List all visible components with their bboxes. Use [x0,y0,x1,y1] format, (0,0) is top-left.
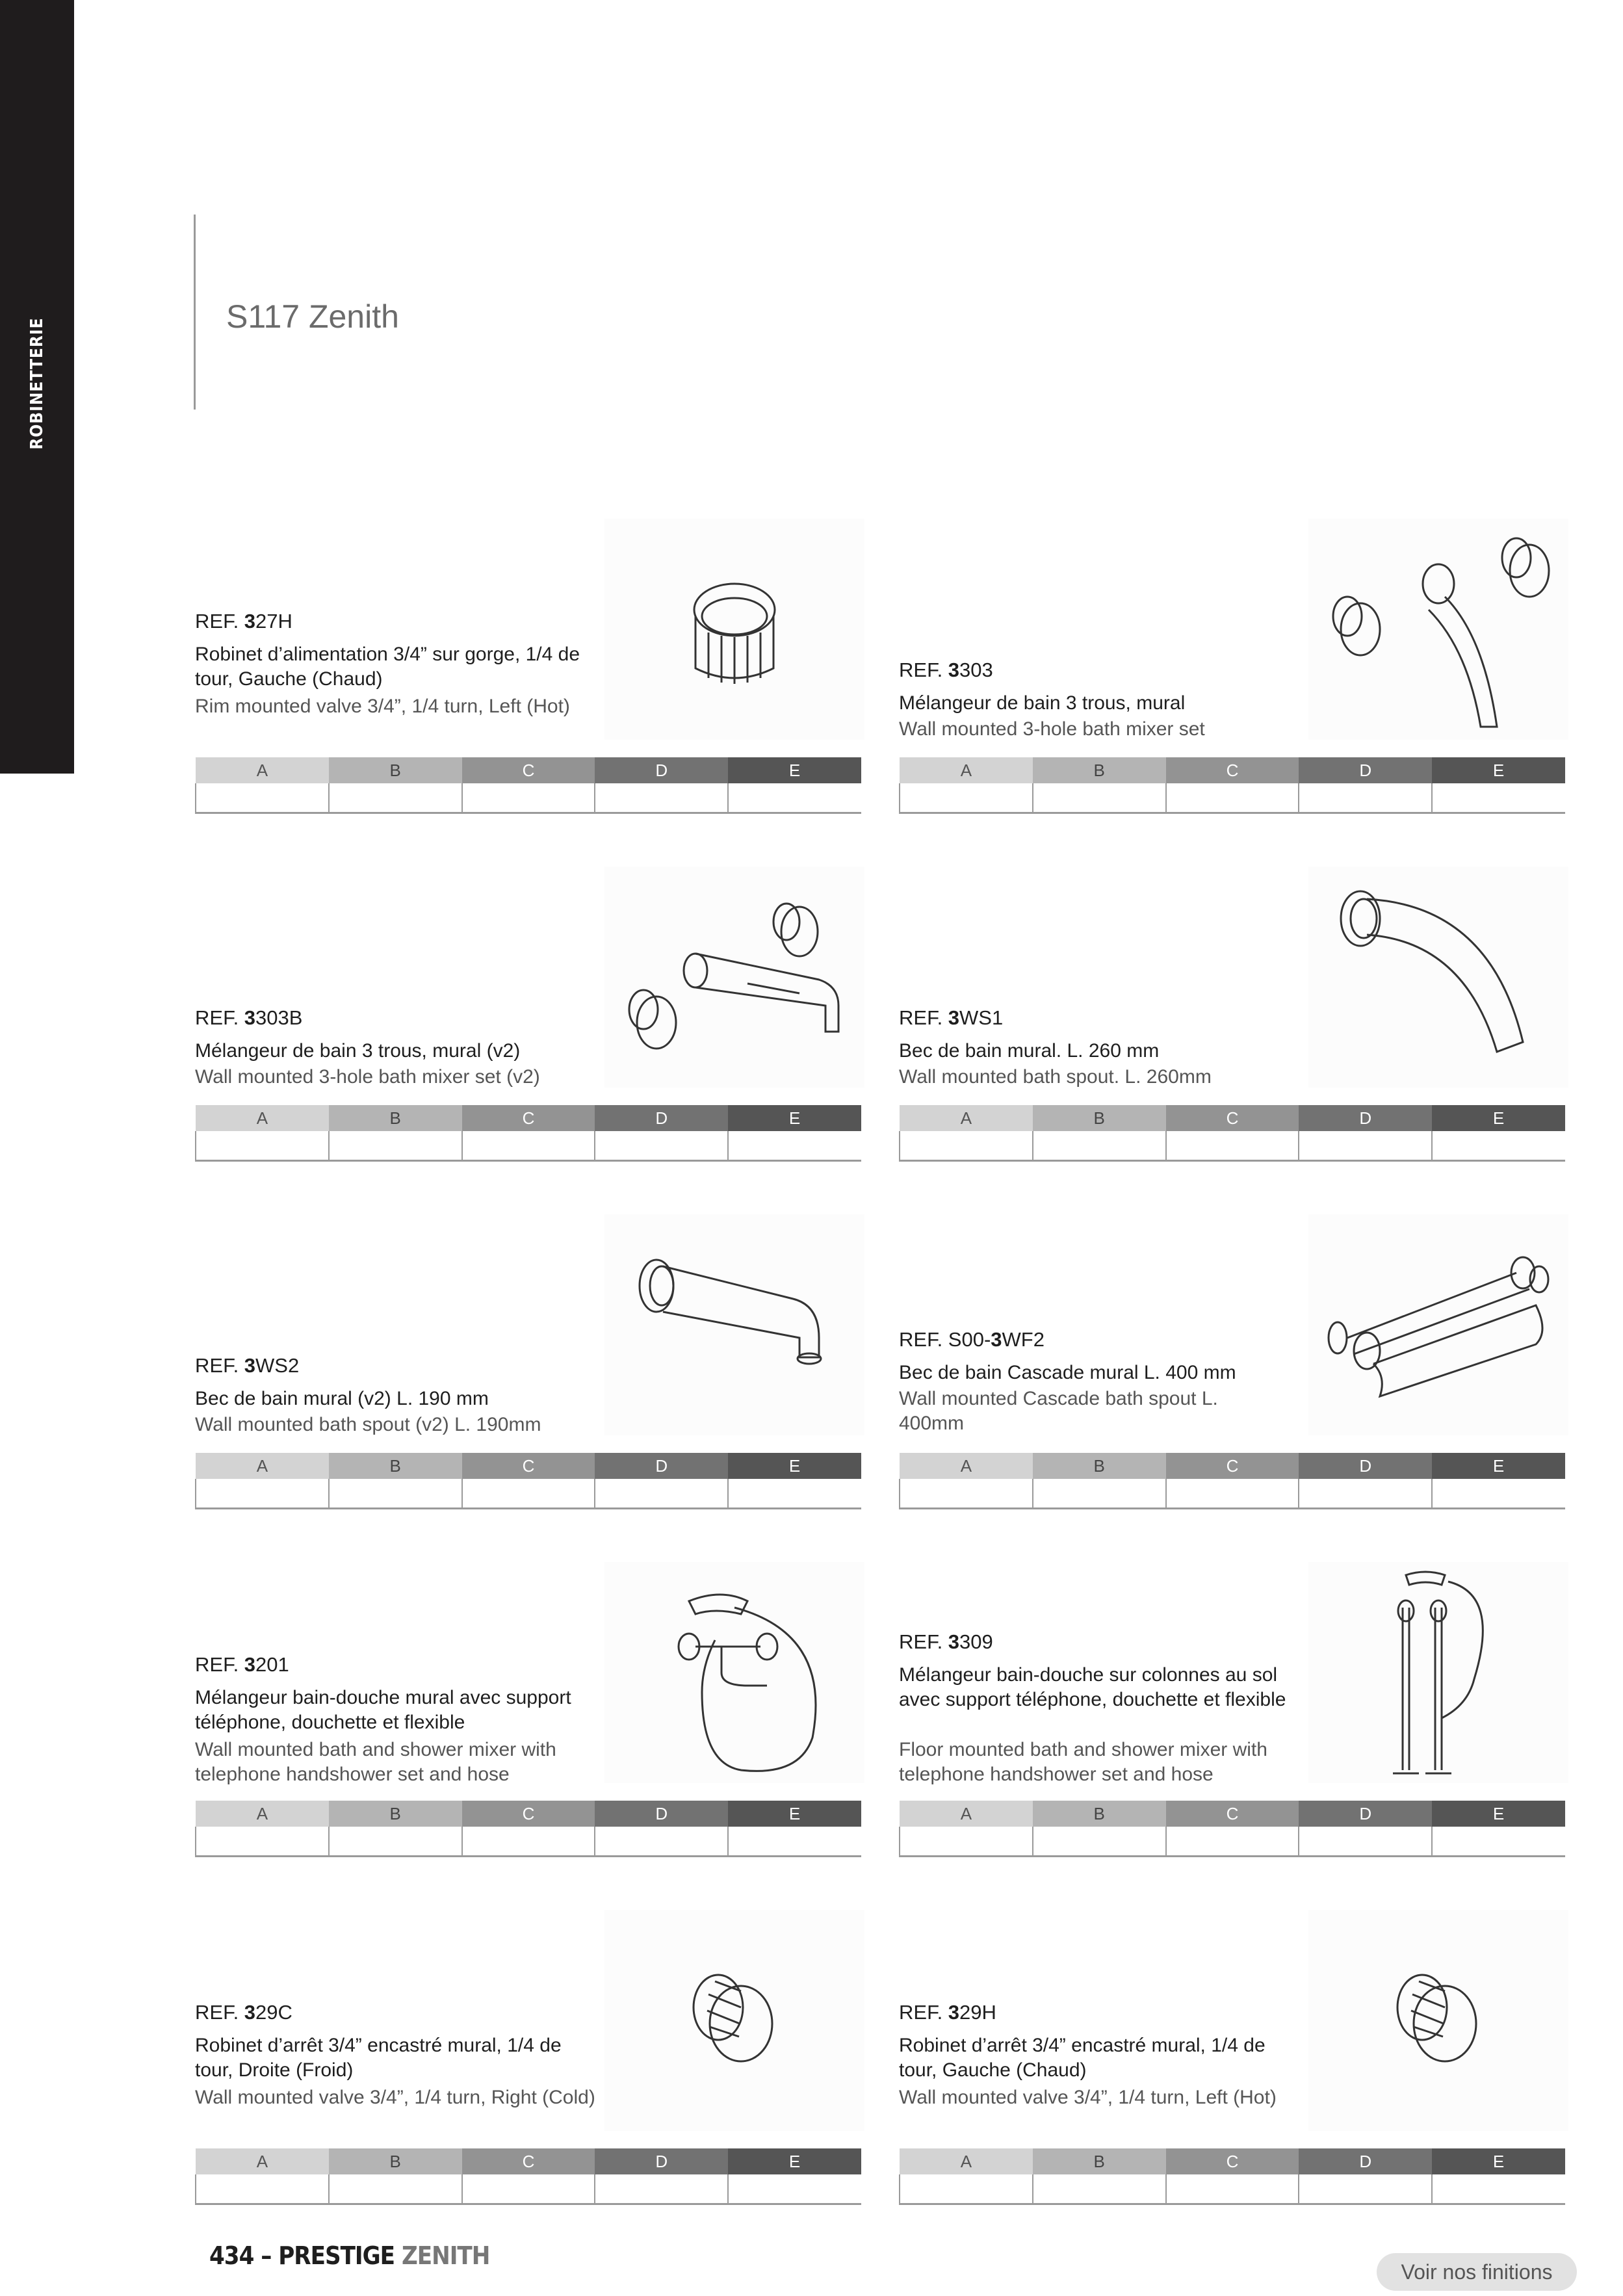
product-name-en: Wall mounted bath and shower mixer with telephone handshower set and hose [195,1739,556,1785]
product-ref: REF. 327H [195,610,292,633]
curved-spout-drawing [1308,867,1568,1088]
product-name-fr: Mélangeur de bain 3 trous, mural (v2) [195,1040,521,1062]
bath-shower-mixer-drawing [604,1562,864,1783]
finish-col-e: E [1432,1453,1565,1479]
series-title: S117 Zenith [226,298,399,335]
finish-col-b: B [329,1453,462,1479]
finish-col-b: B [1033,1801,1166,1827]
product-ref: REF. 3WS2 [195,1354,300,1377]
product-ref: REF. 329H [899,2001,996,2024]
finish-cell [900,1479,1033,1509]
rim-valve-drawing [604,519,864,740]
product-329C [195,1910,864,2209]
finish-table [899,1453,1565,1509]
finish-col-a: A [900,757,1033,783]
finish-cell [728,1479,861,1509]
finish-cell [196,1131,329,1161]
finish-table [195,757,861,814]
finish-col-c: C [1166,1801,1299,1827]
product-name-en: Wall mounted valve 3/4”, 1/4 turn, Left (Hot) [899,2087,1277,2108]
finish-col-a: A [900,2148,1033,2174]
finish-cell [1432,783,1565,813]
product-name-en: Wall mounted bath spout (v2) L. 190mm [195,1414,541,1435]
finish-cell [329,1131,462,1161]
finish-col-c: C [1166,2148,1299,2174]
finish-col-a: A [196,1801,329,1827]
bath-mixer-3-hole-v2-drawing [604,867,864,1088]
finish-col-d: D [595,1453,728,1479]
product-ref: REF. 3303 [899,659,993,681]
finish-cell [1299,1479,1432,1509]
finish-cell [1033,1827,1166,1857]
finish-cell [462,1131,595,1161]
finish-table [195,1801,861,1857]
footer-page: 434 – PRESTIGE [209,2241,395,2270]
finish-cell [595,783,728,813]
finish-table [899,1801,1565,1857]
product-name-fr: Mélangeur de bain 3 trous, mural [899,692,1186,714]
product-327H [195,519,864,818]
finish-col-c: C [462,1801,595,1827]
finish-cell [196,1827,329,1857]
finish-col-d: D [1299,1105,1432,1131]
finish-col-d: D [1299,1453,1432,1479]
finish-col-b: B [1033,1453,1166,1479]
finish-cell [1432,1827,1565,1857]
product-name-en: Floor mounted bath and shower mixer with telephone handshower set and hose [899,1739,1267,1785]
finish-col-e: E [728,1801,861,1827]
finish-cell [1299,1827,1432,1857]
straight-spout-drawing [604,1214,864,1435]
finish-col-a: A [900,1453,1033,1479]
finish-table [899,1105,1565,1162]
finish-cell [1432,1131,1565,1161]
floor-mixer-drawing [1308,1562,1568,1783]
finish-col-d: D [595,1105,728,1131]
finish-cell [1166,783,1299,813]
product-name-en: Rim mounted valve 3/4”, 1/4 turn, Left (Hot) [195,696,570,717]
product-ref: REF. 3WS1 [899,1006,1004,1029]
finish-cell [329,1827,462,1857]
finish-col-a: A [196,2148,329,2174]
finish-cell [1166,1479,1299,1509]
product-name-fr: Robinet d’arrêt 3/4” encastré mural, 1/4 de tour, Droite (Froid) [195,2035,562,2081]
finish-col-e: E [728,2148,861,2174]
finish-cell [462,2174,595,2204]
finish-cell [595,1479,728,1509]
product-ref: REF. 3309 [899,1630,993,1653]
finish-cell [900,1131,1033,1161]
finish-col-b: B [329,2148,462,2174]
finish-col-e: E [1432,1801,1565,1827]
page-footer [209,2241,489,2270]
product-name-en: Wall mounted Cascade bath spout L. 400mm [899,1388,1218,1434]
product-3303 [899,519,1568,818]
finish-cell [329,1479,462,1509]
product-name-fr: Mélangeur bain-douche mural avec support téléphone, douchette et flexible [195,1687,571,1733]
finish-col-c: C [462,1105,595,1131]
finish-col-d: D [1299,757,1432,783]
finish-col-e: E [1432,757,1565,783]
wall-valve-drawing [1308,1910,1568,2131]
product-name-en: Wall mounted 3-hole bath mixer set (v2) [195,1066,540,1088]
finish-col-b: B [1033,2148,1166,2174]
side-tab [0,0,74,774]
finish-table [899,2148,1565,2205]
bath-mixer-3-hole-drawing [1308,519,1568,740]
product-name-fr: Bec de bain mural. L. 260 mm [899,1040,1160,1062]
product-3303B [195,867,864,1166]
finish-col-b: B [329,1801,462,1827]
finish-cell [1299,783,1432,813]
finish-cell [595,1131,728,1161]
finish-table [899,757,1565,814]
finish-cell [1432,2174,1565,2204]
finish-col-a: A [900,1105,1033,1131]
finish-cell [196,783,329,813]
finish-col-e: E [728,757,861,783]
product-name-fr: Bec de bain mural (v2) L. 190 mm [195,1388,489,1409]
product-ref: REF. S00-3WF2 [899,1328,1045,1351]
finish-col-c: C [1166,1453,1299,1479]
finish-cell [1166,1131,1299,1161]
finish-cell [196,1479,329,1509]
finish-col-c: C [1166,1105,1299,1131]
product-name-en: Wall mounted bath spout. L. 260mm [899,1066,1212,1088]
wall-valve-drawing [604,1910,864,2131]
finish-cell [196,2174,329,2204]
finish-cell [728,783,861,813]
finish-cell [462,783,595,813]
finish-table [195,2148,861,2205]
finish-table [195,1453,861,1509]
finish-col-a: A [196,1453,329,1479]
finish-col-c: C [462,2148,595,2174]
finish-cell [900,2174,1033,2204]
product-3201 [195,1562,864,1861]
finish-col-d: D [595,2148,728,2174]
finish-cell [595,2174,728,2204]
product-ref: REF. 3303B [195,1006,303,1029]
finish-col-a: A [196,757,329,783]
product-name-en: Wall mounted 3-hole bath mixer set [899,718,1205,740]
product-name-fr: Bec de bain Cascade mural L. 400 mm [899,1362,1236,1383]
finish-cell [900,783,1033,813]
finish-cell [1166,1827,1299,1857]
finish-cell [329,783,462,813]
finish-col-d: D [1299,2148,1432,2174]
product-ref: REF. 3201 [195,1653,289,1676]
finish-cell [900,1827,1033,1857]
finish-cell [1432,1479,1565,1509]
product-name-en: Wall mounted valve 3/4”, 1/4 turn, Right (Cold) [195,2087,595,2108]
finish-col-c: C [462,1453,595,1479]
finish-cell [1299,2174,1432,2204]
finish-cell [728,2174,861,2204]
finish-col-d: D [1299,1801,1432,1827]
product-3WS2 [195,1214,864,1513]
finish-cell [462,1479,595,1509]
finish-col-a: A [196,1105,329,1131]
product-name-fr: Mélangeur bain-douche sur colonnes au sol avec support téléphone, douchette et flexible [899,1664,1286,1710]
finish-cell [329,2174,462,2204]
footer-collection: ZENITH [401,2241,490,2270]
finish-col-d: D [595,757,728,783]
product-3309 [899,1562,1568,1861]
cascade-spout-drawing [1308,1214,1568,1435]
product-name-fr: Robinet d’alimentation 3/4” sur gorge, 1/4 de tour, Gauche (Chaud) [195,644,580,690]
finish-col-c: C [1166,757,1299,783]
finish-table [195,1105,861,1162]
product-S00-3WF2 [899,1214,1568,1513]
finish-cell [1033,2174,1166,2204]
finish-cell [1033,1479,1166,1509]
finish-col-e: E [1432,2148,1565,2174]
product-329H [899,1910,1568,2209]
finish-cell [1033,1131,1166,1161]
product-ref: REF. 329C [195,2001,292,2024]
finish-cell [1299,1131,1432,1161]
voir-finitions-button[interactable]: Voir nos finitions [1377,2253,1577,2291]
product-name-fr: Robinet d’arrêt 3/4” encastré mural, 1/4 de tour, Gauche (Chaud) [899,2035,1266,2081]
finish-cell [728,1827,861,1857]
finish-col-b: B [1033,757,1166,783]
product-3WS1 [899,867,1568,1166]
finish-col-a: A [900,1801,1033,1827]
finish-col-b: B [1033,1105,1166,1131]
finish-col-b: B [329,757,462,783]
finish-cell [728,1131,861,1161]
finish-col-b: B [329,1105,462,1131]
finish-cell [462,1827,595,1857]
finish-col-e: E [1432,1105,1565,1131]
finish-col-d: D [595,1801,728,1827]
finish-cell [1166,2174,1299,2204]
title-divider [194,215,196,410]
finish-cell [595,1827,728,1857]
side-tab-label: ROBINETTERIE [27,317,47,450]
finish-col-e: E [728,1453,861,1479]
finish-col-c: C [462,757,595,783]
finish-cell [1033,783,1166,813]
finish-col-e: E [728,1105,861,1131]
